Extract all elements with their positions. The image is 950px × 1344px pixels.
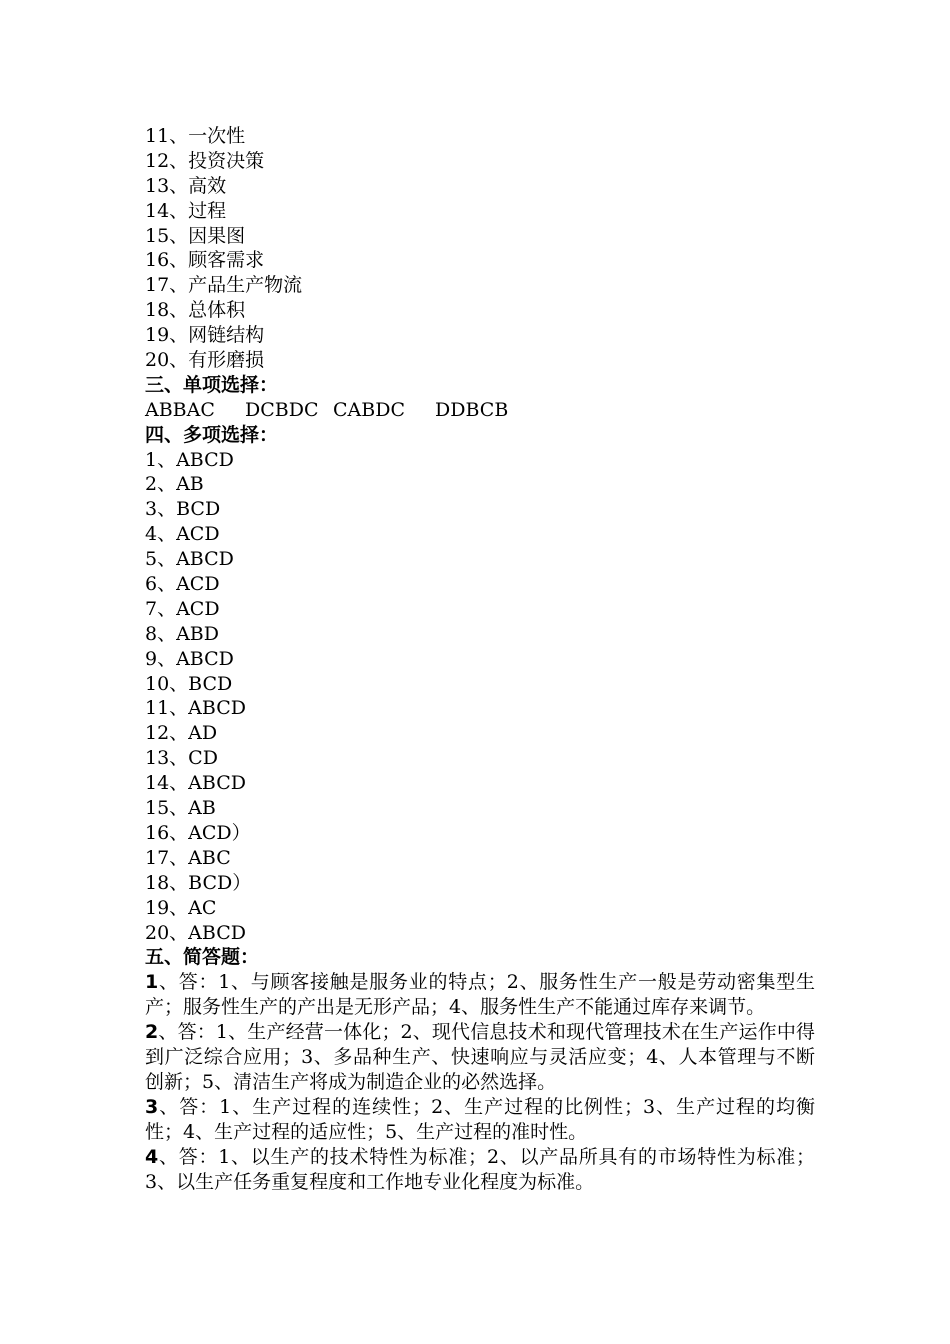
multiple-choice-item: 13、CD: [145, 747, 218, 770]
fill-in-item: 15、因果图: [145, 224, 246, 247]
short-answer-number: 1: [145, 971, 159, 994]
single-choice-heading: 三、单项选择：: [145, 373, 279, 396]
single-choice-group: ABBAC: [145, 398, 215, 421]
multiple-choice-item: 17、ABC: [145, 846, 231, 869]
single-choice-group: DDBCB: [435, 398, 509, 421]
multiple-choice-item: 18、BCD）: [145, 871, 252, 894]
fill-in-item: 11、一次性: [145, 125, 246, 147]
short-answer-text: 、答：1、生产过程的连续性；2、生产过程的比例性；3、生产过程的均衡性；4、生产过程的适应性；5、生产过程的准时性。: [145, 1095, 815, 1143]
multiple-choice-item: 1、ABCD: [145, 448, 234, 471]
short-answer-number: 2: [145, 1021, 159, 1044]
multiple-choice-item: 5、ABCD: [145, 548, 234, 571]
multiple-choice-item: 6、ACD: [145, 573, 220, 596]
single-choice-group: CABDC: [333, 398, 405, 421]
short-answer-number: 3: [145, 1095, 159, 1118]
multiple-choice-item: 9、ABCD: [145, 647, 234, 670]
multiple-choice-item: 15、AB: [145, 797, 216, 820]
multiple-choice-item: 7、ACD: [145, 597, 220, 620]
short-answer-number: 4: [145, 1145, 159, 1168]
multiple-choice-item: 10、BCD: [145, 672, 233, 695]
short-answer-paragraph: [145, 970, 815, 1020]
multiple-choice-item: 4、ACD: [145, 523, 220, 546]
single-choice-group: DCBDC: [245, 398, 319, 421]
short-answer-paragraph: [145, 1020, 815, 1095]
single-choice-answers: [145, 398, 815, 423]
fill-in-item: 17、产品生产物流: [145, 274, 303, 297]
fill-in-item: 13、高效: [145, 174, 227, 197]
fill-in-item: 14、过程: [145, 199, 227, 222]
short-answer-paragraph: [145, 1145, 815, 1195]
short-answer-text: 、答：1、以生产的技术特性为标准；2、以产品所具有的市场特性为标准；3、以生产任务重复程度和工作地专业化程度为标准。: [145, 1145, 815, 1193]
multiple-choice-item: 2、AB: [145, 473, 204, 496]
short-answer-heading: 五、简答题：: [145, 946, 260, 969]
short-answer-list: [145, 970, 815, 1194]
multiple-choice-item: 20、ABCD: [145, 921, 246, 944]
multiple-choice-item: 16、ACD）: [145, 821, 251, 844]
document-page: [145, 124, 815, 1194]
fill-in-item: 19、网链结构: [145, 324, 265, 347]
short-answer-text: 、答：1、与顾客接触是服务业的特点；2、服务性生产一般是劳动密集型生产；服务性生产的产出是无形产品；4、服务性生产不能通过库存来调节。: [145, 971, 815, 1019]
fill-in-item: 16、顾客需求: [145, 249, 265, 272]
fill-in-item: 18、总体积: [145, 299, 246, 322]
fill-in-item: 20、有形磨损: [145, 349, 265, 372]
multiple-choice-answer-list: [145, 448, 815, 946]
multiple-choice-item: 19、AC: [145, 896, 217, 919]
multiple-choice-item: 3、BCD: [145, 498, 221, 521]
short-answer-paragraph: [145, 1095, 815, 1145]
fill-in-answer-list: [145, 124, 815, 373]
fill-in-item: 12、投资决策: [145, 149, 265, 172]
multiple-choice-item: 11、ABCD: [145, 697, 246, 720]
multiple-choice-heading: 四、多项选择：: [145, 423, 279, 446]
multiple-choice-item: 12、AD: [145, 722, 218, 745]
multiple-choice-item: 14、ABCD: [145, 772, 246, 795]
multiple-choice-item: 8、ABD: [145, 622, 220, 645]
short-answer-text: 、答：1、生产经营一体化；2、现代信息技术和现代管理技术在生产运作中得到广泛综合应用；3、多品种生产、快速响应与灵活应变；4、人本管理与不断创新；5、清洁生产将成为制造企业的必然选择。: [145, 1021, 815, 1093]
